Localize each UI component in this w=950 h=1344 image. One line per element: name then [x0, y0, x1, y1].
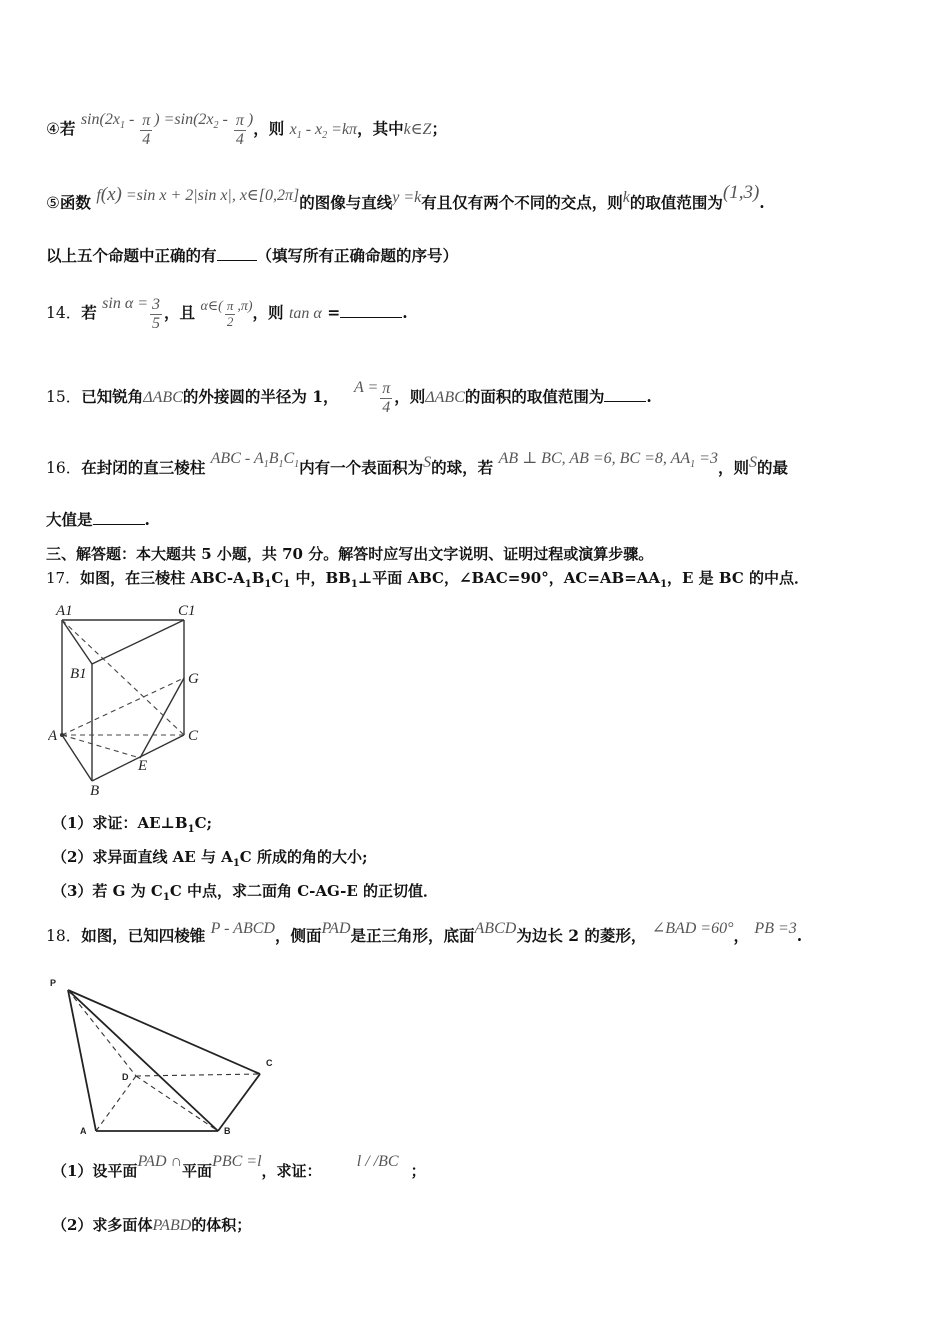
label-b: B [224, 1126, 231, 1136]
label-b: B [90, 783, 100, 798]
answer-blank[interactable] [217, 260, 257, 261]
label-d: D [122, 1072, 129, 1082]
math-expr-2: ) $=\sin(2x_2$ - [154, 111, 232, 132]
q16-text1: 在封闭的直三棱柱 [81, 458, 206, 477]
q15-A: A = [353, 379, 379, 397]
q17-part-2: （2）求异面直线 AE 与 $A_1C$ 所成的角的大小; [52, 848, 368, 869]
math-expr: $\sin(2x_1$ - [80, 111, 139, 132]
q14-alpha-in: α∈( [200, 299, 223, 315]
q15-text2: 的外接圆的半径为 1， [182, 387, 339, 407]
k-in-z: k∈Z [403, 121, 432, 139]
question-14 [46, 296, 910, 332]
q14-blank[interactable] [340, 317, 402, 318]
pyramid-figure [46, 974, 286, 1140]
q14-end: . [402, 303, 408, 323]
q18-part-2: （2）求多面体PABD的体积； [52, 1216, 252, 1234]
q14-eq: = [321, 303, 341, 323]
section-3-title: 三、解答题：本大题共 5 小题，共 70 分。解答时应写出文字说明、证明过程或演算步骤。 [46, 545, 654, 563]
dashed-d-c [136, 1074, 260, 1076]
if-text: 若 [59, 119, 76, 139]
edge-p-c [68, 990, 260, 1074]
question-16-cont [46, 508, 910, 533]
fraction-pi-4b: $\frac{\pi}{4}$ [235, 112, 244, 148]
q16-S: S [423, 454, 432, 471]
dashed-a-d [96, 1076, 136, 1131]
q18-pb: PB =3 [754, 920, 797, 937]
proposition-4 [46, 112, 910, 148]
q18-pyramid: P - ABCD [210, 920, 275, 937]
q14-tan: tan α [288, 305, 322, 323]
edge-b-c [218, 1074, 260, 1131]
q16-text6: 大值是 [46, 510, 93, 529]
q16-blank[interactable] [93, 524, 145, 525]
range-text: 的取值范围为 [629, 193, 723, 212]
summary-line [46, 244, 910, 269]
q17-text: 如图，在三棱柱 ABC-A [80, 569, 245, 587]
function-expr: f(x) =sin x + 2|sin x|, x∈[0,2π] [96, 184, 300, 205]
question-17: 17．如图，在三棱柱 ABC-$A_1B_1C_1$ 中，$BB_1\perp$平面 ABC，∠BAC=90°，$AC=AB=AA_1$，E 是 BC 的中点． [46, 569, 810, 590]
dot: . [759, 193, 765, 212]
edge-b1-c1 [92, 620, 184, 664]
line-expr: y =k [392, 189, 422, 206]
marker-5: ⑤ [46, 194, 60, 212]
edge-a-b [62, 735, 92, 781]
q15-tri: ΔABC [143, 389, 183, 407]
marker-4: ④ [46, 120, 60, 139]
question-15 [46, 380, 910, 416]
fraction-pi-4: $\frac{\pi}{4}$ [142, 112, 151, 148]
point-a [60, 733, 64, 737]
q17-part-3: （3）若 G 为 $C_1C$ 中点，求二面角 C-AG-E 的正切值． [52, 882, 438, 903]
math-x-diff: $x_1 - x_2 =k\pi$ [289, 121, 358, 142]
label-e: E [138, 758, 148, 774]
q15-text4: 的面积的取值范围为 [464, 387, 605, 407]
q18-text1: 如图，已知四棱锥 [81, 926, 206, 945]
q15-end: . [646, 387, 652, 407]
q16-number: 16． [46, 459, 82, 477]
q14-if: 若 [81, 303, 97, 323]
q14-and: ，且 [164, 303, 196, 323]
q18-part-1: （1）设平面PAD ∩平面PBC =l，求证： l / /BC； [52, 1153, 426, 1180]
q18-abcd: ABCD [474, 920, 517, 937]
edge-a1-b1 [62, 620, 92, 664]
q18-text3: 是正三角形，底面 [350, 926, 475, 945]
question-16 [46, 450, 910, 483]
edge-p-b [68, 990, 218, 1131]
q18-angle: ∠BAD =60° [651, 920, 734, 937]
q16-prism: ABC - $A_1B_1C_1$ [210, 450, 300, 471]
q18-comma: ， [733, 926, 750, 945]
prism-figure [48, 598, 218, 798]
question-18 [46, 920, 910, 950]
q18-number: 18． [46, 927, 82, 945]
summary-tail: （填写所有正确命题的序号） [256, 246, 459, 265]
q14-pi-2: $\frac{\pi}{2}$ [226, 298, 234, 329]
end-mark: ； [431, 119, 447, 139]
then-text: ，则 [253, 119, 285, 139]
q18-text4: 为边长 2 的菱形， [516, 926, 647, 945]
q18-end: . [796, 926, 803, 945]
q14-then: ，则 [252, 303, 284, 323]
label-c: C [188, 728, 199, 744]
graph-text: 的图像与直线 [299, 193, 393, 212]
label-b1: B1 [70, 666, 87, 682]
q14-number: 14． [46, 304, 82, 323]
close-paren: ) [247, 111, 254, 129]
q16-text2: 内有一个表面积为 [299, 458, 424, 477]
label-p: P [50, 978, 57, 988]
q15-blank[interactable] [604, 401, 646, 402]
intersect-text: 有且仅有两个不同的交点，则 [421, 193, 623, 212]
k-symbol: k [622, 189, 630, 206]
dashed-a-g [62, 678, 184, 735]
q16-text3: 的球，若 [431, 458, 494, 477]
label-a: A [48, 728, 58, 744]
range-value: (1,3) [722, 182, 760, 203]
label-a: A [80, 1126, 87, 1136]
q17-number: 17． [46, 569, 81, 587]
q14-alpha-end: ,π) [237, 299, 253, 315]
q14-sin: sin α = [102, 295, 149, 313]
label-g: G [188, 671, 199, 687]
q18-text2: ，侧面 [274, 926, 322, 945]
where-text: ，其中 [357, 119, 404, 139]
proposition-5 [46, 182, 910, 218]
label-c1: C1 [178, 603, 196, 619]
q15-number: 15． [46, 388, 82, 407]
q16-end: . [144, 510, 150, 529]
dashed-d-b [136, 1076, 218, 1131]
func-text: 函数 [59, 193, 91, 212]
q16-text5: 的最 [756, 458, 788, 477]
q15-text1: 已知锐角 [81, 387, 144, 407]
q15-tri-2: ΔABC [425, 389, 465, 407]
q16-cond: AB ⊥ BC, AB =6, BC =8, $AA_1 =3$ [498, 450, 718, 471]
summary-text: 以上五个命题中正确的有 [46, 246, 217, 265]
q18-pad: PAD [321, 920, 351, 937]
q16-S-2: S [748, 454, 757, 471]
q15-text3: ，则 [394, 387, 426, 407]
q15-fraction: $\frac{\pi}{4}$ [382, 380, 391, 416]
label-c: C [266, 1058, 273, 1068]
dashed-p-d [68, 990, 136, 1076]
q16-text4: ，则 [717, 458, 749, 477]
q17-part-1: （1）求证：$AE\perp B_1C$; [52, 814, 213, 835]
q14-fraction: $\frac{3}{5}$ [152, 296, 161, 332]
label-a1: A1 [56, 603, 73, 619]
dashed-a-e [62, 735, 140, 758]
